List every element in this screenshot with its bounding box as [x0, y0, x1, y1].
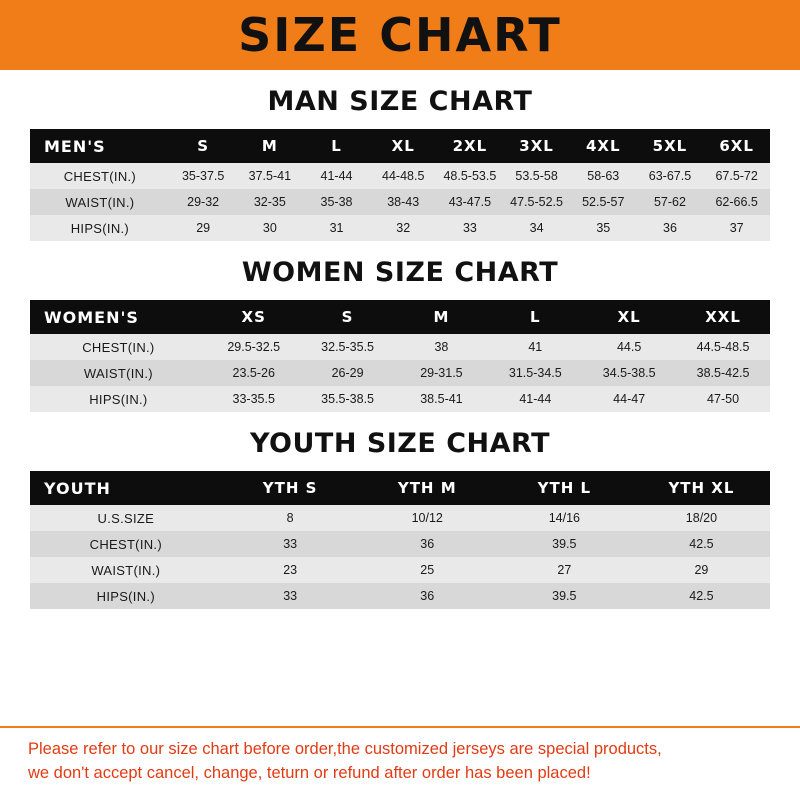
women-section-title: WOMEN SIZE CHART	[241, 257, 559, 288]
women-hips-s: 35.5-38.5	[301, 386, 395, 412]
men-waist-3xl: 47.5-52.5	[503, 189, 570, 215]
youth-section	[0, 428, 800, 609]
youth-hips-s: 33	[222, 583, 359, 609]
men-hips-l: 31	[303, 215, 370, 241]
men-chest-s: 35-37.5	[170, 163, 237, 189]
men-section	[0, 86, 800, 241]
men-hips-xl: 32	[370, 215, 437, 241]
men-table-body	[30, 163, 770, 241]
men-chest-4xl: 58-63	[570, 163, 637, 189]
men-col-2xl: 2XL	[437, 129, 504, 163]
youth-chest-s: 33	[222, 531, 359, 557]
women-chest-xxl: 44.5-48.5	[676, 334, 770, 360]
women-col-xxl: XXL	[676, 300, 770, 334]
youth-waist-m: 25	[359, 557, 496, 583]
men-waist-m: 32-35	[236, 189, 303, 215]
youth-ussize-label: U.S.SIZE	[30, 505, 222, 531]
table-row	[30, 505, 770, 531]
women-chest-m: 38	[395, 334, 489, 360]
table-header-row	[30, 471, 770, 505]
men-waist-2xl: 43-47.5	[437, 189, 504, 215]
men-hips-6xl: 37	[703, 215, 770, 241]
women-hips-xs: 33-35.5	[207, 386, 301, 412]
men-waist-5xl: 57-62	[637, 189, 704, 215]
women-hips-xl: 44-47	[582, 386, 676, 412]
men-waist-xl: 38-43	[370, 189, 437, 215]
youth-ussize-l: 14/16	[496, 505, 633, 531]
men-chest-2xl: 48.5-53.5	[437, 163, 504, 189]
men-hips-3xl: 34	[503, 215, 570, 241]
men-hips-2xl: 33	[437, 215, 504, 241]
youth-col-s: YTH S	[222, 471, 359, 505]
men-chest-label: CHEST(IN.)	[30, 163, 170, 189]
table-row	[30, 557, 770, 583]
youth-waist-l: 27	[496, 557, 633, 583]
men-chest-l: 41-44	[303, 163, 370, 189]
men-hips-4xl: 35	[570, 215, 637, 241]
women-table-header	[30, 300, 770, 334]
women-col-l: L	[488, 300, 582, 334]
men-waist-label: WAIST(IN.)	[30, 189, 170, 215]
men-col-m: M	[236, 129, 303, 163]
men-hips-5xl: 36	[637, 215, 704, 241]
men-col-s: S	[170, 129, 237, 163]
women-waist-l: 31.5-34.5	[488, 360, 582, 386]
table-row	[30, 163, 770, 189]
table-row	[30, 189, 770, 215]
women-col-s: S	[301, 300, 395, 334]
men-col-3xl: 3XL	[503, 129, 570, 163]
women-hips-m: 38.5-41	[395, 386, 489, 412]
men-col-5xl: 5XL	[637, 129, 704, 163]
women-waist-label: WAIST(IN.)	[30, 360, 207, 386]
youth-section-title: YOUTH SIZE CHART	[249, 428, 551, 459]
table-row	[30, 215, 770, 241]
women-hips-xxl: 47-50	[676, 386, 770, 412]
women-chest-xs: 29.5-32.5	[207, 334, 301, 360]
men-section-title: MAN SIZE CHART	[267, 86, 533, 117]
youth-waist-label: WAIST(IN.)	[30, 557, 222, 583]
table-header-row	[30, 300, 770, 334]
header-banner	[0, 0, 800, 70]
youth-waist-s: 23	[222, 557, 359, 583]
youth-hips-l: 39.5	[496, 583, 633, 609]
men-chest-xl: 44-48.5	[370, 163, 437, 189]
men-chest-5xl: 63-67.5	[637, 163, 704, 189]
men-row-header-label: MEN'S	[30, 129, 170, 163]
women-chest-l: 41	[488, 334, 582, 360]
youth-size-table	[30, 471, 770, 609]
women-waist-xl: 34.5-38.5	[582, 360, 676, 386]
youth-chest-xl: 42.5	[633, 531, 770, 557]
youth-hips-xl: 42.5	[633, 583, 770, 609]
table-header-row	[30, 129, 770, 163]
women-chest-s: 32.5-35.5	[301, 334, 395, 360]
men-size-table	[30, 129, 770, 241]
men-waist-4xl: 52.5-57	[570, 189, 637, 215]
women-col-xl: XL	[582, 300, 676, 334]
youth-chest-m: 36	[359, 531, 496, 557]
table-row	[30, 386, 770, 412]
men-table-header	[30, 129, 770, 163]
note-line-1: Please refer to our size chart before order,the customized jerseys are special products,	[28, 740, 662, 759]
table-row	[30, 360, 770, 386]
women-chest-label: CHEST(IN.)	[30, 334, 207, 360]
men-col-l: L	[303, 129, 370, 163]
youth-ussize-m: 10/12	[359, 505, 496, 531]
women-waist-m: 29-31.5	[395, 360, 489, 386]
youth-chest-label: CHEST(IN.)	[30, 531, 222, 557]
men-chest-3xl: 53.5-58	[503, 163, 570, 189]
youth-col-l: YTH L	[496, 471, 633, 505]
youth-row-header-label: YOUTH	[30, 471, 222, 505]
women-table-body	[30, 334, 770, 412]
women-size-table	[30, 300, 770, 412]
youth-table-header	[30, 471, 770, 505]
women-waist-s: 26-29	[301, 360, 395, 386]
women-row-header-label: WOMEN'S	[30, 300, 207, 334]
youth-hips-m: 36	[359, 583, 496, 609]
men-col-4xl: 4XL	[570, 129, 637, 163]
men-hips-s: 29	[170, 215, 237, 241]
youth-hips-label: HIPS(IN.)	[30, 583, 222, 609]
order-policy-note	[0, 726, 800, 800]
women-hips-label: HIPS(IN.)	[30, 386, 207, 412]
men-chest-m: 37.5-41	[236, 163, 303, 189]
note-line-2: we don't accept cancel, change, teturn or refund after order has been placed!	[28, 764, 591, 783]
men-waist-s: 29-32	[170, 189, 237, 215]
men-hips-m: 30	[236, 215, 303, 241]
women-section	[0, 257, 800, 412]
women-hips-l: 41-44	[488, 386, 582, 412]
men-col-xl: XL	[370, 129, 437, 163]
women-col-xs: XS	[207, 300, 301, 334]
youth-waist-xl: 29	[633, 557, 770, 583]
women-waist-xs: 23.5-26	[207, 360, 301, 386]
men-chest-6xl: 67.5-72	[703, 163, 770, 189]
youth-col-xl: YTH XL	[633, 471, 770, 505]
table-row	[30, 334, 770, 360]
women-chest-xl: 44.5	[582, 334, 676, 360]
men-waist-l: 35-38	[303, 189, 370, 215]
men-col-6xl: 6XL	[703, 129, 770, 163]
youth-ussize-s: 8	[222, 505, 359, 531]
table-row	[30, 531, 770, 557]
men-waist-6xl: 62-66.5	[703, 189, 770, 215]
women-col-m: M	[395, 300, 489, 334]
youth-table-body	[30, 505, 770, 609]
table-row	[30, 583, 770, 609]
men-hips-label: HIPS(IN.)	[30, 215, 170, 241]
youth-col-m: YTH M	[359, 471, 496, 505]
youth-chest-l: 39.5	[496, 531, 633, 557]
youth-ussize-xl: 18/20	[633, 505, 770, 531]
page-title: SIZE CHART	[238, 8, 562, 62]
women-waist-xxl: 38.5-42.5	[676, 360, 770, 386]
